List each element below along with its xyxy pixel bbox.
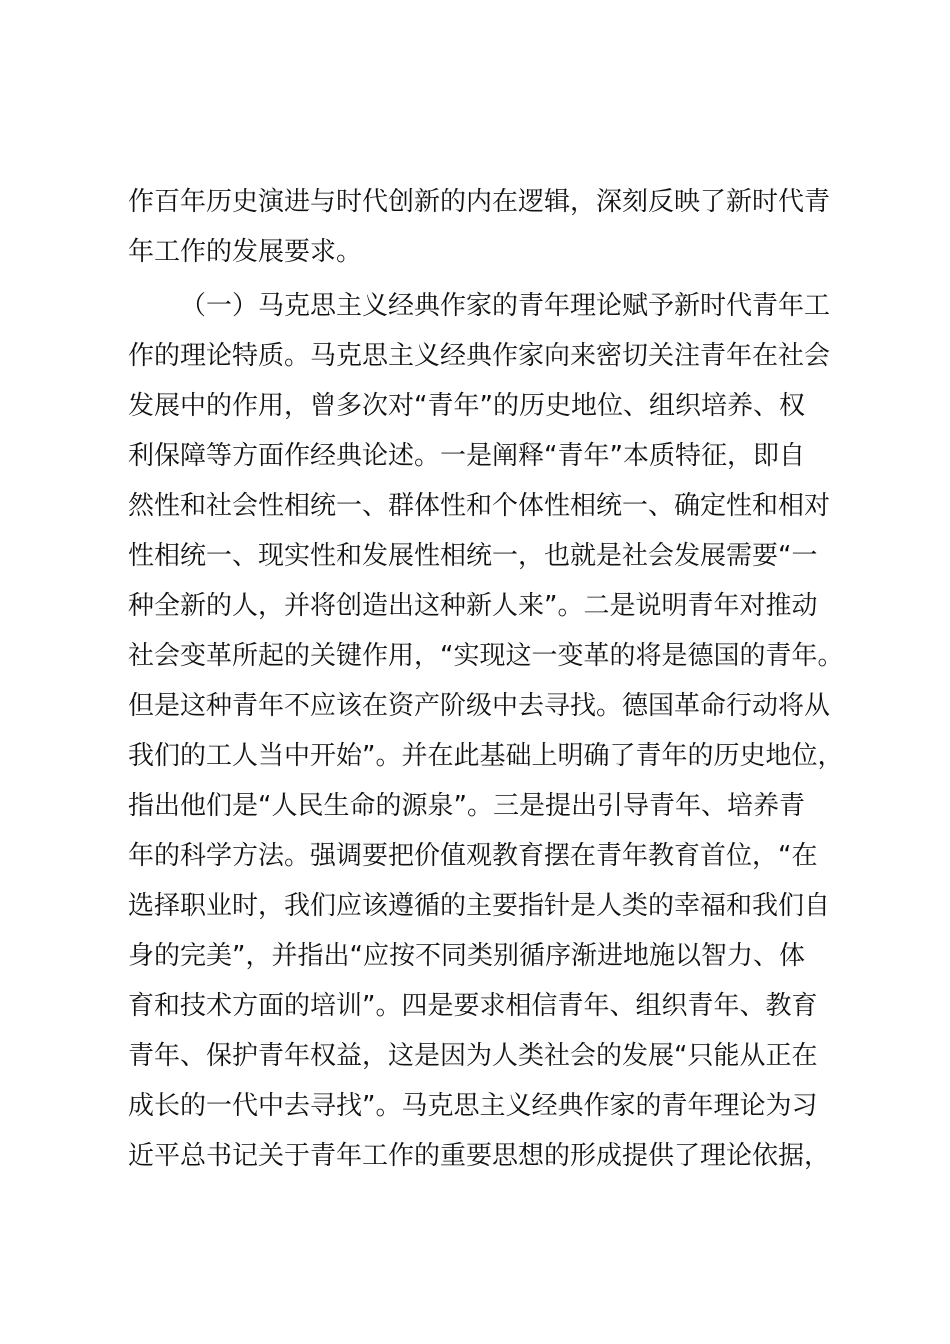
text-line: 作百年历史演进与时代创新的内在逻辑，深刻反映了新时代青: [128, 187, 831, 217]
text-line: 年工作的发展要求。: [128, 237, 363, 267]
text-line: 利保障等方面作经典论述。一是阐释“青年”本质特征，即自: [128, 441, 805, 471]
text-line: 社会变革所起的关键作用，“实现这一变革的将是德国的青年。: [128, 641, 844, 671]
text-line: 青年、保护青年权益，这是因为人类社会的发展“只能从正在: [128, 1041, 818, 1071]
text-line: 成长的一代中去寻找”。马克思主义经典作家的青年理论为习: [128, 1091, 818, 1121]
text-line: 发展中的作用，曾多次对“青年”的历史地位、组织培养、权: [128, 391, 805, 421]
text-line: 近平总书记关于青年工作的重要思想的形成提供了理论依据，: [128, 1141, 831, 1171]
text-line: 指出他们是“人民生命的源泉”。三是提出引导青年、培养青: [128, 791, 805, 821]
text-line: 身的完美”，并指出“应按不同类别循序渐进地施以智力、体: [128, 941, 805, 971]
text-line-indented: （一）马克思主义经典作家的青年理论赋予新时代青年工: [180, 291, 831, 321]
text-line: 选择职业时，我们应该遵循的主要指针是人类的幸福和我们自: [128, 891, 831, 921]
text-line: 性相统一、现实性和发展性相统一，也就是社会发展需要“一: [128, 541, 818, 571]
text-line: 然性和社会性相统一、群体性和个体性相统一、确定性和相对: [128, 491, 831, 521]
text-line: 年的科学方法。强调要把价值观教育摆在青年教育首位，“在: [128, 841, 818, 871]
text-line: 作的理论特质。马克思主义经典作家向来密切关注青年在社会: [128, 341, 831, 371]
text-line: 育和技术方面的培训”。四是要求相信青年、组织青年、教育: [128, 991, 818, 1021]
text-line: 我们的工人当中开始”。并在此基础上明确了青年的历史地位，: [128, 741, 844, 771]
text-line: 但是这种青年不应该在资产阶级中去寻找。德国革命行动将从: [128, 691, 831, 721]
text-line: 种全新的人，并将创造出这种新人来”。二是说明青年对推动: [128, 591, 818, 621]
